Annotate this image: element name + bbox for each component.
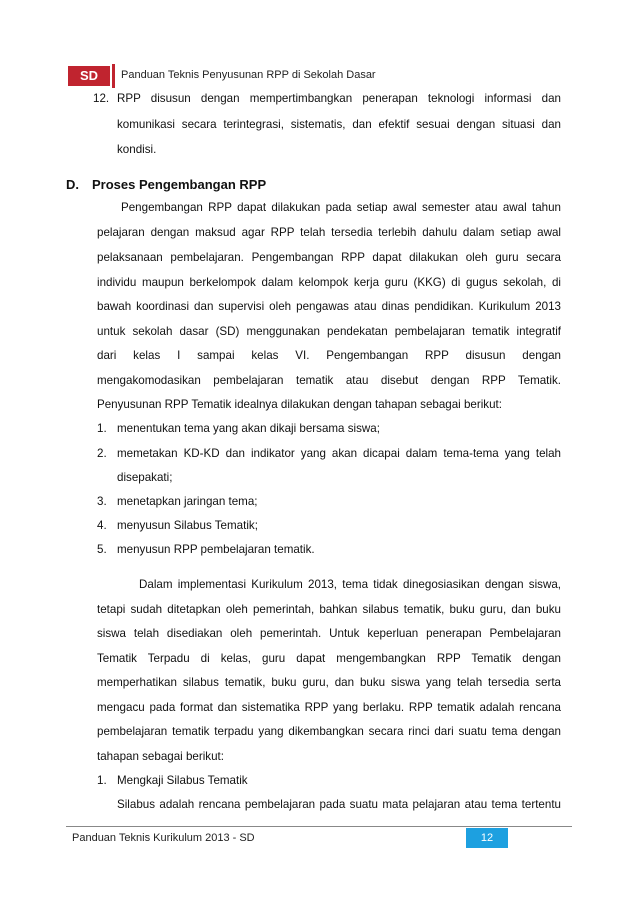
step-text: menetapkan jaringan tema; xyxy=(117,495,258,508)
paragraph-line: pelajaran dengan maksud agar RPP telah tersedia terlebih dahulu dalam setiap awal xyxy=(97,226,561,239)
step-number: 5. xyxy=(97,543,107,556)
step-text: menyusun Silabus Tematik; xyxy=(117,519,258,532)
paragraph-line: Penyusunan RPP Tematik idealnya dilakukan dengan tahapan sebagai berikut: xyxy=(97,398,502,411)
step-text: menyusun RPP pembelajaran tematik. xyxy=(117,543,315,556)
subsection-line: Silabus adalah rencana pembelajaran pada suatu mata pelajaran atau tema tertentu xyxy=(117,798,561,811)
paragraph-line: Dalam implementasi Kurikulum 2013, tema tidak dinegosiasikan dengan siswa, xyxy=(139,578,561,591)
footer-divider xyxy=(66,826,572,827)
step-number: 1. xyxy=(97,422,107,435)
paragraph-line: pembelajaran tematik terpadu yang dikembangkan secara rinci dari suatu tema dengan xyxy=(97,725,561,738)
paragraph-line: tetapi sudah ditetapkan oleh pemerintah, bahkan silabus tematik, buku guru, dan buku xyxy=(97,603,561,616)
section-title: Proses Pengembangan RPP xyxy=(92,177,267,192)
paragraph-line: Pengembangan RPP dapat dilakukan pada setiap awal semester atau awal tahun xyxy=(121,201,561,214)
page-number: 12 xyxy=(466,828,508,848)
paragraph-line: bawah koordinasi dan supervisi oleh pengawas atau dinas pendidikan. Kurikulum 2013 xyxy=(97,300,561,313)
paragraph-line: mengacu pada format dan sistematika RPP yang berlaku. RPP tematik adalah rencana xyxy=(97,701,561,714)
paragraph-line: Tematik Terpadu di kelas, guru dapat mengembangkan RPP Tematik dengan xyxy=(97,652,561,665)
section-label: D. xyxy=(66,177,79,192)
step-number: 3. xyxy=(97,495,107,508)
subsection-number: 1. xyxy=(97,774,107,787)
paragraph-line: tahapan sebagai berikut: xyxy=(97,750,224,763)
paragraph-line: dari kelas I sampai kelas VI. Pengembangan RPP disusun dengan xyxy=(97,349,561,362)
paragraph-line: pelaksanaan pembelajaran. Pengembangan RPP dapat dilakukan oleh guru secara xyxy=(97,251,561,264)
item-number: 12. xyxy=(93,92,110,105)
header-tag: SD xyxy=(68,66,110,86)
paragraph-line: mengakomodasikan pembelajaran tematik atau disebut dengan RPP Tematik. xyxy=(97,374,561,387)
item-line: kondisi. xyxy=(117,143,157,156)
step-number: 2. xyxy=(97,447,107,460)
header-divider xyxy=(112,64,115,88)
footer-title: Panduan Teknis Kurikulum 2013 - SD xyxy=(72,832,255,844)
item-line: komunikasi secara terintegrasi, sistematis, dan efektif sesuai dengan situasi dan xyxy=(117,118,561,131)
paragraph-line: untuk sekolah dasar (SD) menggunakan pendekatan pembelajaran tematik integratif xyxy=(97,325,561,338)
step-number: 4. xyxy=(97,519,107,532)
section-heading xyxy=(66,177,266,192)
step-text: disepakati; xyxy=(117,471,173,484)
header-title: Panduan Teknis Penyusunan RPP di Sekolah Dasar xyxy=(121,69,376,81)
paragraph-line: individu maupun berkelompok dalam kelompok kerja guru (KKG) di gugus sekolah, di xyxy=(97,276,561,289)
paragraph-line: memperhatikan silabus tematik, buku guru, dan buku siswa yang telah tersedia serta xyxy=(97,676,561,689)
step-text: memetakan KD-KD dan indikator yang akan dicapai dalam tema-tema yang telah xyxy=(117,447,561,460)
step-text: menentukan tema yang akan dikaji bersama siswa; xyxy=(117,422,380,435)
paragraph-line: siswa telah disediakan oleh pemerintah. Untuk keperluan penerapan Pembelajaran xyxy=(97,627,561,640)
item-line: RPP disusun dengan mempertimbangkan penerapan teknologi informasi dan xyxy=(117,92,561,105)
subsection-title: Mengkaji Silabus Tematik xyxy=(117,774,248,787)
